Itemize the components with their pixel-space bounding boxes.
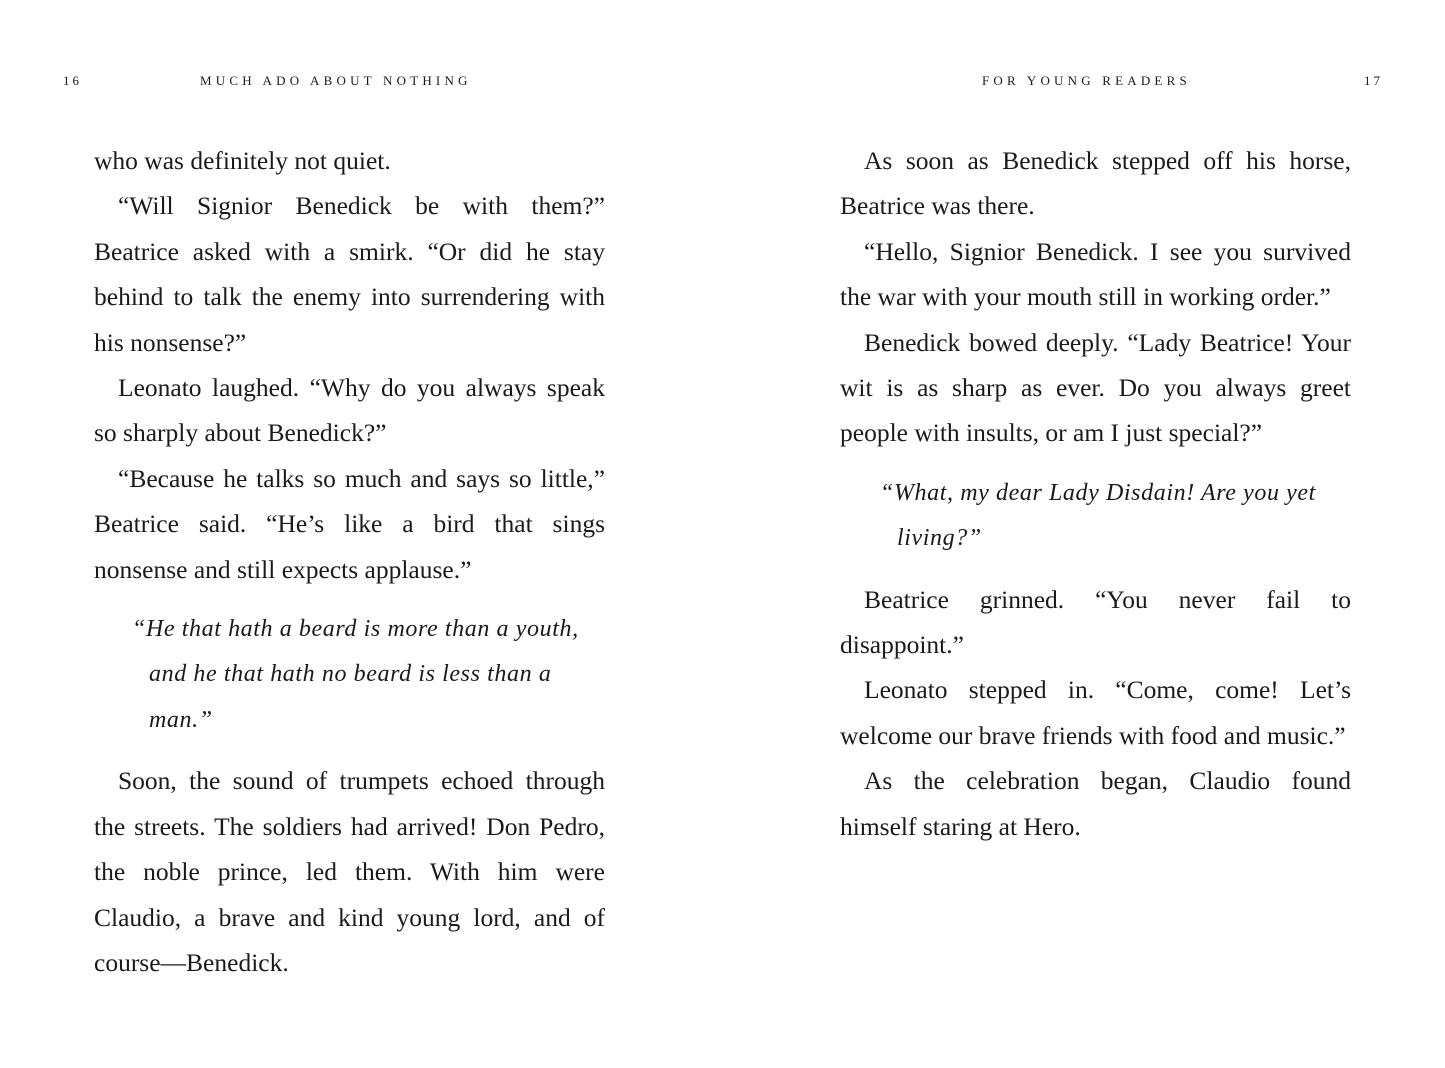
body-text [840, 138, 1351, 849]
page-number: 16 [63, 73, 82, 88]
paragraph: Soon, the sound of trumpets echoed through the streets. The soldiers had arrived! Don Pedro, the noble prince, led them. With him were Claudio, a brave and kind young lord, and of course—Benedick. [94, 766, 605, 977]
running-head: FOR YOUNG READERS [982, 73, 1191, 88]
left-page [0, 0, 722, 1068]
paragraph: “Hello, Signior Benedick. I see you survived the war with your mouth still in working order.” [840, 236, 1351, 312]
running-head: MUCH ADO ABOUT NOTHING [200, 73, 472, 88]
page-number: 17 [1364, 73, 1383, 88]
paragraph: Leonato laughed. “Why do you always speak so sharply about Benedick?” [94, 373, 605, 448]
paragraph: As the celebration began, Claudio found himself staring at Hero. [840, 766, 1351, 841]
paragraph: “Will Signior Benedick be with them?” Beatrice asked with a smirk. “Or did he stay behind to talk the enemy into surrendering with his nonsense?” [94, 191, 605, 357]
paragraph: Beatrice grinned. “You never fail to disappoint.” [840, 584, 1351, 660]
paragraph: Leonato stepped in. “Come, come! Let’s welcome our brave friends with food and music.” [840, 675, 1351, 750]
shakespeare-quote: “What, my dear Lady Disdain! Are you yet living?” [880, 479, 1316, 552]
paragraph: As soon as Benedick stepped off his horse, Beatrice was there. [840, 146, 1351, 221]
body-text [94, 138, 605, 985]
shakespeare-quote: “He that hath a beard is more than a youth, and he that hath no beard is less than a man.” [132, 616, 579, 733]
paragraph: who was definitely not quiet. [94, 146, 391, 175]
right-page [722, 0, 1445, 1068]
paragraph: “Because he talks so much and says so little,” Beatrice said. “He’s like a bird that sings nonsense and still expects applause.” [94, 463, 605, 584]
paragraph: Benedick bowed deeply. “Lady Beatrice! Your wit is as sharp as ever. Do you always greet people with insults, or am I just special?” [840, 327, 1351, 448]
